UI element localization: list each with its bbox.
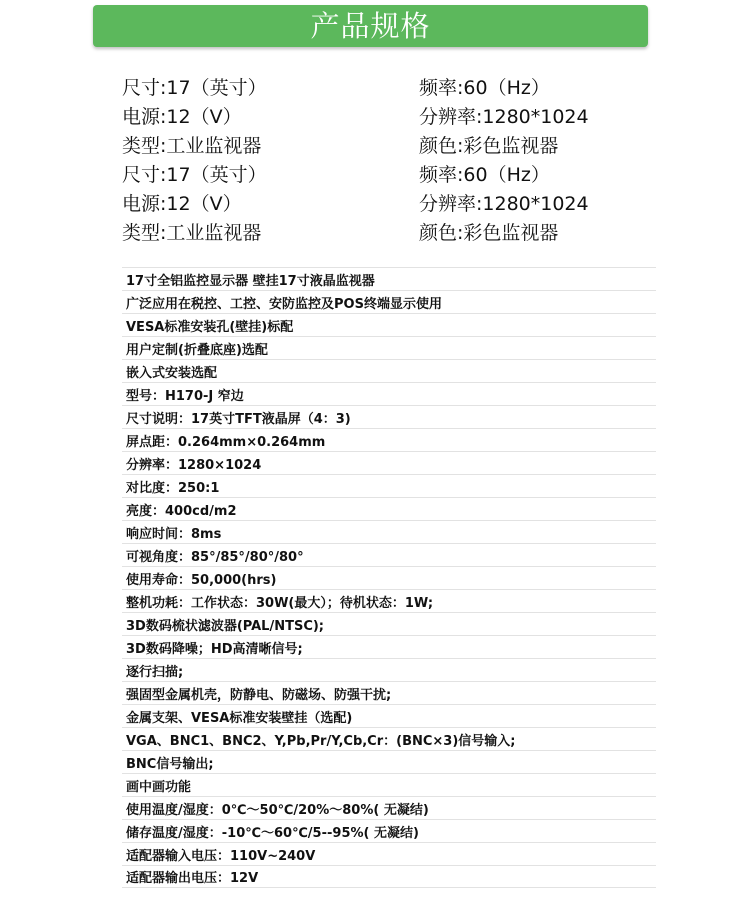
detail-text: 强固型金属机壳，防静电、防磁场、防强干扰; bbox=[126, 687, 392, 703]
specs-grid bbox=[122, 74, 622, 248]
spec-size: 尺寸:17（英寸） bbox=[122, 164, 267, 186]
spec-resolution: 分辨率:1280*1024 bbox=[419, 193, 589, 215]
spec-power: 电源:12（V） bbox=[122, 193, 242, 215]
list-item bbox=[122, 589, 656, 612]
detail-text: BNC信号输出; bbox=[126, 756, 214, 772]
detail-text: 广泛应用在税控、工控、安防监控及POS终端显示使用 bbox=[126, 296, 442, 312]
list-item bbox=[122, 451, 656, 474]
list-item bbox=[122, 405, 656, 428]
list-item bbox=[122, 497, 656, 520]
list-item bbox=[122, 313, 656, 336]
detail-text: 整机功耗：工作状态：30W(最大）；待机状态：1W; bbox=[126, 595, 434, 611]
spec-resolution: 分辨率:1280*1024 bbox=[419, 106, 589, 128]
spec-frequency: 频率:60（Hz） bbox=[419, 77, 550, 99]
list-item bbox=[122, 819, 656, 842]
spec-frequency: 频率:60（Hz） bbox=[419, 164, 550, 186]
detail-text: 3D数码降噪；HD高清晰信号; bbox=[126, 641, 303, 657]
detail-text: 屏点距：0.264mm×0.264mm bbox=[126, 434, 326, 450]
detail-text: VGA、BNC1、BNC2、Y,Pb,Pr/Y,Cb,Cr：(BNC×3)信号输入; bbox=[126, 733, 516, 749]
list-item bbox=[122, 474, 656, 497]
spec-power: 电源:12（V） bbox=[122, 106, 242, 128]
list-item bbox=[122, 428, 656, 451]
list-item bbox=[122, 290, 656, 313]
detail-text: 适配器输出电压：12V bbox=[126, 871, 259, 886]
list-item bbox=[122, 382, 656, 405]
list-item bbox=[122, 842, 656, 865]
detail-text: 亮度：400cd/m2 bbox=[126, 503, 237, 519]
detail-text: 分辨率：1280×1024 bbox=[126, 457, 262, 473]
detail-text: 响应时间：8ms bbox=[126, 526, 222, 542]
spec-type: 类型:工业监视器 bbox=[122, 222, 262, 244]
spec-type: 类型:工业监视器 bbox=[122, 135, 262, 157]
page-title: 产品规格 bbox=[310, 8, 431, 43]
detail-text: 画中画功能 bbox=[126, 779, 192, 795]
detail-text: 3D数码梳状滤波器(PAL/NTSC); bbox=[126, 618, 324, 634]
list-item bbox=[122, 773, 656, 796]
list-item bbox=[122, 359, 656, 382]
list-item bbox=[122, 336, 656, 359]
list-item bbox=[122, 612, 656, 635]
detail-text: 使用寿命：50,000(hrs) bbox=[126, 572, 277, 588]
list-item bbox=[122, 865, 656, 888]
detail-text: 储存温度/湿度：-10℃～60℃/5--95%( 无凝结) bbox=[126, 825, 419, 841]
detail-text: 适配器输入电压：110V~240V bbox=[126, 848, 316, 864]
list-item bbox=[122, 796, 656, 819]
list-item bbox=[122, 635, 656, 658]
detail-text: 嵌入式安装选配 bbox=[126, 365, 218, 381]
details-list bbox=[122, 267, 656, 888]
detail-text: VESA标准安装孔(壁挂)标配 bbox=[126, 319, 294, 335]
list-item bbox=[122, 681, 656, 704]
detail-text: 尺寸说明：17英寸TFT液晶屏（4：3) bbox=[126, 411, 351, 427]
detail-text: 用户定制(折叠底座)选配 bbox=[126, 342, 268, 358]
detail-text: 逐行扫描; bbox=[126, 664, 184, 680]
list-item bbox=[122, 566, 656, 589]
list-item bbox=[122, 267, 656, 290]
detail-text: 对比度：250:1 bbox=[126, 480, 220, 496]
detail-text: 使用温度/湿度：0℃～50℃/20%～80%( 无凝结) bbox=[126, 802, 429, 818]
spec-size: 尺寸:17（英寸） bbox=[122, 77, 267, 99]
detail-text: 17寸全铝监控显示器 壁挂17寸液晶监视器 bbox=[126, 273, 375, 289]
spec-color: 颜色:彩色监视器 bbox=[419, 222, 559, 244]
list-item bbox=[122, 727, 656, 750]
spec-color: 颜色:彩色监视器 bbox=[419, 135, 559, 157]
list-item bbox=[122, 520, 656, 543]
detail-text: 金属支架、VESA标准安装壁挂（选配) bbox=[126, 710, 353, 726]
list-item bbox=[122, 543, 656, 566]
list-item bbox=[122, 704, 656, 727]
header-bar bbox=[93, 5, 648, 47]
list-item bbox=[122, 750, 656, 773]
list-item bbox=[122, 658, 656, 681]
detail-text: 型号：H170-J 窄边 bbox=[126, 388, 244, 404]
detail-text: 可视角度：85°/85°/80°/80° bbox=[126, 549, 304, 565]
